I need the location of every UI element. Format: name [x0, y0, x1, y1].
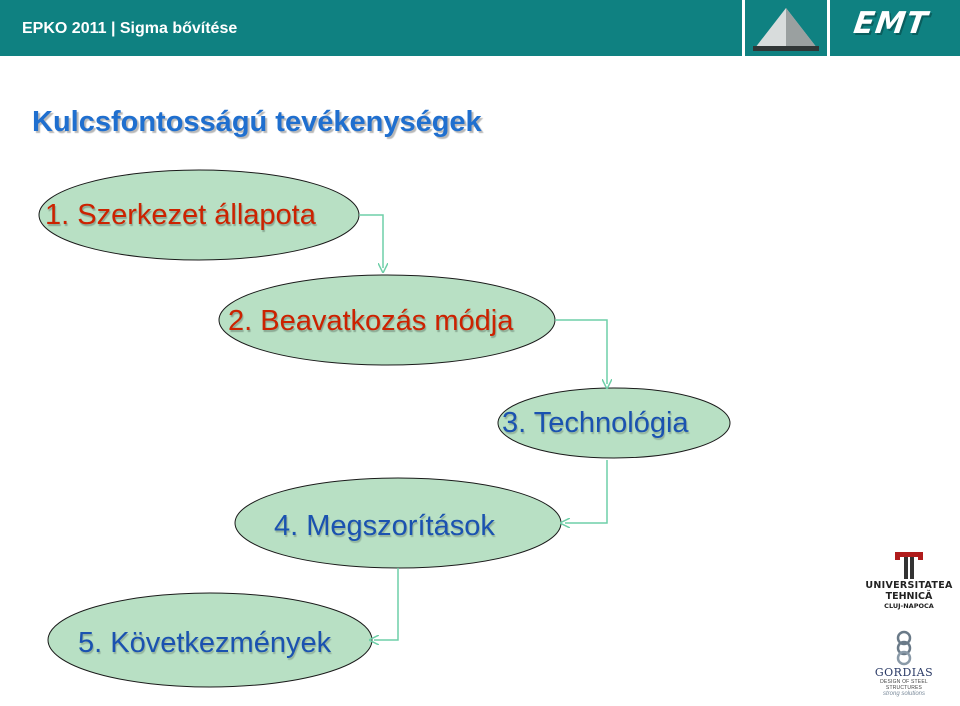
- header-title: EPKO 2011 | Sigma bővítése: [22, 20, 238, 37]
- university-line-3: CLUJ-NAPOCA: [884, 602, 934, 610]
- step-3-number: 3.: [502, 407, 527, 439]
- university-logo: [862, 548, 956, 610]
- gordias-logo: [866, 628, 942, 697]
- page-title: Kulcsfontosságú tevékenységek: [32, 106, 482, 138]
- step-1-text: Szerkezet állapota: [77, 199, 316, 231]
- gordias-tagline: DESIGN OF STEEL STRUCTURES: [880, 679, 928, 691]
- gordias-name: GORDIAS: [874, 666, 934, 679]
- step-4-number: 4.: [274, 510, 299, 542]
- step-1-label: [45, 198, 357, 232]
- university-line-1: UNIVERSITATEA: [865, 580, 953, 591]
- step-2-number: 2.: [228, 305, 253, 337]
- step-4-text: Megszorítások: [306, 510, 495, 542]
- gordias-slogan: strong solutions: [882, 691, 926, 697]
- connector-3-4: [565, 460, 607, 523]
- university-line-2: TEHNICĂ: [885, 591, 933, 602]
- step-2-label: [228, 304, 568, 338]
- step-5-text: Következmények: [110, 627, 332, 659]
- step-5-number: 5.: [78, 627, 103, 659]
- step-2-text: Beavatkozás módja: [260, 305, 514, 337]
- step-1-number: 1.: [45, 199, 70, 231]
- emt-logo-text: EMT: [851, 6, 931, 41]
- step-5-label: [78, 626, 378, 660]
- step-4-label: [274, 509, 544, 543]
- step-3-label: [502, 406, 732, 440]
- connector-1-2: [359, 215, 383, 268]
- step-3-text: Technológia: [533, 407, 689, 439]
